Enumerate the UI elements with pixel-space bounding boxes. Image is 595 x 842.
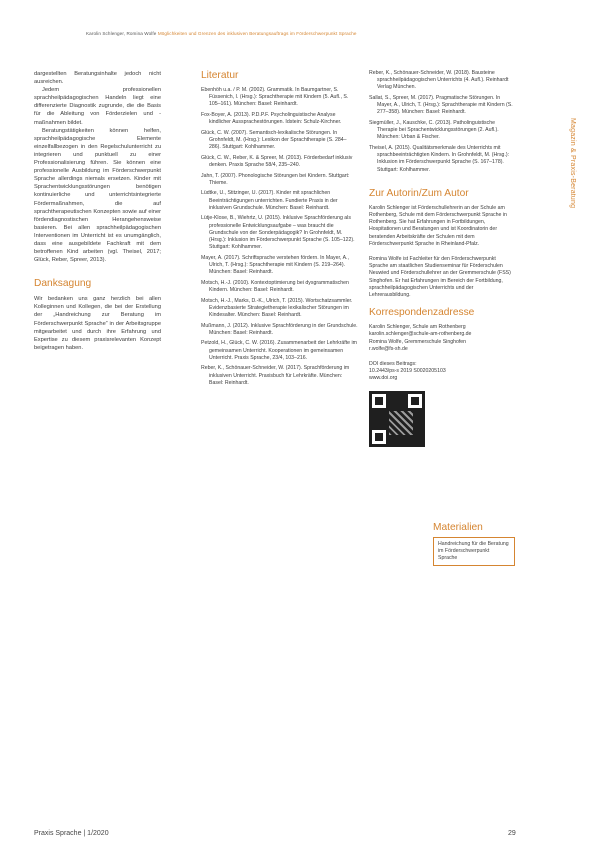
reference-item: Lütje-Klose, B., Wiehrtz, U. (2015). Inklusive Sprachförderung als professionelle Entwicklungsaufgabe – was braucht die Grundschule von der Sonderpädagogik? In Grohnfeldt, M. (Hrsg.): Inklusion im Förderschwerpunkt Sprache (S. 105–122). Stuttgart: Kohlhammer. bbox=[201, 215, 355, 251]
contact-line: Karolin Schlenger, Schule am Rothenberg bbox=[369, 324, 466, 331]
reference-item: Motsch, H.-J., Marks, D.-K., Ulrich, T. (2015). Wortschatzsammler. Evidenzbasierte Strategietherapie lexikalischer Störungen im Kindesalter. München: Basel: Reinhardt. bbox=[201, 297, 353, 318]
materials-section bbox=[433, 522, 515, 566]
doi-label: DOI dieses Beitrags: bbox=[369, 361, 417, 368]
doi-link[interactable]: www.doi.org bbox=[369, 375, 398, 382]
thanks-text: Wir bedanken uns ganz herzlich bei allen Kolleginnen und Kollegen, die bei der Erstellung der „Handreichung zur Beratung im Förderschwerpunkt Sprache“ in der Arbeitsgruppe mitgearbeitet und durch ihre Erfahrung und Expertise zu diesem praxisrelevanten Konzept beigetragen haben. bbox=[34, 296, 161, 351]
reference-item: Mußmann, J. (2012). Inklusive Sprachförderung in der Grundschule. München: Basel: Reinhardt. bbox=[201, 322, 358, 336]
reference-item: Sallat, S., Spreer, M. (2017). Pragmatische Störungen. In Mayer, A., Ulrich, T. (Hrsg.): Sprachtherapie mit Kindern (S. 277–358). München: Basel: Reinhardt. bbox=[369, 95, 513, 116]
reference-item: Lüdtke, U., Stitzinger, U. (2017). Kinder mit sprachlichen Beeinträchtigungen unterrichten. Fundierte Praxis in der inklusiven Grundschule. München: Basel: Reinhardt. bbox=[201, 190, 338, 211]
reference-item: Mayer, A. (2017). Schriftsprache verstehen fördern. In Mayer, A., Ulrich, T. (Hrsg.): Sprachtherapie mit Kindern (S. 219–264). München: Basel: Reinhardt. bbox=[201, 254, 349, 276]
page-number: 29 bbox=[508, 830, 516, 837]
reference-item: Siegmüller, J., Kauschke, C. (2013). Patholinguistische Therapie bei Sprachentwicklungsstörungen (2. Aufl.). München: Urban & Fischer. bbox=[369, 120, 499, 141]
running-header bbox=[86, 31, 526, 37]
qr-code-icon[interactable] bbox=[369, 391, 425, 447]
author-heading: Zur Autorin/Zum Autor bbox=[369, 187, 469, 199]
contact-block bbox=[369, 324, 514, 353]
side-tab-label: Magazin & Praxis-Beratung bbox=[569, 118, 576, 209]
thanks-heading: Danksagung bbox=[34, 278, 92, 290]
section-side-tab bbox=[571, 118, 581, 213]
reference-item: Petzold, H., Glück, C. W. (2016). Zusammenarbeit der Lehrkräfte im gemeinsamen Unterricht. Kooperationen im gemeinsamen Unterricht. Praxis Sprache, 23/4, 103–216. bbox=[201, 340, 357, 361]
reference-item: Fox-Boyer, A. (2013). P.D.P.F. Psycholinguistische Analyse kindlicher Aussprachestörungen. Idstein: Schulz-Kirchner. bbox=[201, 112, 342, 126]
footer-journal: Praxis Sprache | 1/2020 bbox=[34, 830, 109, 837]
materials-box[interactable]: Handreichung für die Beratung im Förderschwerpunkt Sprache bbox=[433, 537, 515, 566]
header-subtitle: Möglichkeiten und Grenzen des inklusiven Beratungsauftrags im Förderschwerpunkt Sprache bbox=[157, 31, 357, 36]
reference-item: Theisel, A. (2015). Qualitätsmerkmale des Unterrichts mit sprachbeeinträchtigten Kindern. In Grohnfeldt, M. (Hrsg.): Inklusion im Förderschwerpunkt Sprache (S. 167–178). Stuttgart: Kohlhammer. bbox=[369, 145, 510, 173]
reference-item: Reber, K., Schönauer-Schneider, W. (2018). Bausteine sprachheilpädagogischen Unterrichts (4. Aufl.). Reinhardt Verlag München. bbox=[369, 70, 509, 91]
reference-item: Jahn, T. (2007). Phonologische Störungen bei Kindern. Stuttgart: Thieme. bbox=[201, 172, 350, 186]
contact-email-link[interactable]: karolin.schlenger@schule-am-rothenberg.de bbox=[369, 331, 472, 338]
reference-item: Motsch, H.-J. (2010). Kontextoptimierung bei dysgrammatischen Kindern. München: Basel: Reinhardt. bbox=[201, 279, 349, 293]
reference-item: Glück, C. W. (2007). Semantisch-lexikalische Störungen. In Grohnfeldt, M. (Hrsg.): Lexikon der Sprachtherapie (S. 284–286). Stuttgart: Kohlhammer. bbox=[201, 129, 347, 151]
reference-item: Glück, C. W., Reber, K. & Spreer, M. (2013). Förderbedarf inklusiv denken. Praxis Sprache 58/4, 235–240. bbox=[201, 154, 353, 168]
body-paragraph-1: dargestellten Beratungsinhalte jedoch nicht ausreichen. bbox=[34, 71, 161, 86]
column-3 bbox=[369, 70, 514, 447]
contact-line: Romina Wolfe, Gremmerschule Singhofen bbox=[369, 338, 467, 345]
materials-heading: Materialien bbox=[433, 522, 483, 533]
reference-item: Reber, K., Schönauer-Schneider, W. (2017). Sprachförderung im inklusiven Unterricht. Praxisbuch für Lehrkräfte. München: Basel: Reinhardt. bbox=[201, 365, 350, 386]
column-2 bbox=[201, 70, 358, 390]
doi-block bbox=[369, 361, 514, 383]
literature-heading: Literatur bbox=[201, 70, 239, 81]
body-paragraph-3: Beratungstätigkeiten können helfen, sprachheilpädagogische Elemente einzelfallbezogen in den Regelschulunterricht zu integrieren und punktuell zu einer Professionalisierung führen. Sie können eine professionelle Ausbildung im Förderschwerpunkt Sprache allerdings niemals ersetzen. Kinder mit Sprachentwicklungsstörungen benötigen kontinuierliche und unterrichtsintegrierte Fördermaßnahmen, die auf sprachtherapeutischen Konzepten sowie auf einer fördendiagnostischen Herangehensweise basieren. Bei allen sprachheilpädagogischen Interventionen im Unterricht ist es unumgänglich, dass eine ausgebildete Fachkraft mit dem betroffenen Kind arbeiten (vgl. Theisel, 2017; Glück, Reber, Spreer, 2013). bbox=[34, 127, 161, 264]
contact-heading: Korrespondenzadresse bbox=[369, 307, 475, 319]
doi-value: 10.2443/ps-s 2019 S0020205103 bbox=[369, 368, 446, 375]
author-bio-2: Romina Wolfe ist Fachleiter für den Förderschwerpunkt Sprache am staatlichen Studienseminar für Förderschulen Neuwied und Förderschullehrer an der Gremmerschule (FSS) Singhofen. Er hat Erfahrungen im Bereich der Fortbildung, sprachheilpädagogischen Unterrichts und der Lehrerausbildung. bbox=[369, 256, 511, 299]
column-1 bbox=[34, 70, 161, 352]
header-authors: Karolin Schlenger, Romina Wolfe bbox=[86, 31, 157, 36]
contact-email-link[interactable]: r.wolfe@fs-sh.de bbox=[369, 345, 408, 352]
author-bio-1: Karolin Schlenger ist Förderschullehrerin an der Schule am Rothenberg, Schule mit dem Förderschwerpunkt Sprache in Rothenberg. Sie hat Erfahrungen in Fortbildungen, Hospitationen und Beratungen und ist Koordinatorin der beratenden Arbeitskräfte der Schulen mit dem Förderschwerpunkt Sprache in Rheinland-Pfalz. bbox=[369, 204, 507, 247]
reference-item: Ebenhöh u.a. / P. M. (2002). Grammatik. In Baumgartner, S. Füssenich, I. (Hrsg.): Sprachtherapie mit Kindern (5. Aufl., S. 105–161). München: Basel: Reinhardt. bbox=[201, 87, 349, 108]
body-paragraph-2: Jedem professionellen sprachheilpädagogischen Handeln liegt eine differenzierte Diagnostik zugrunde, die die Basis für die Ableitung von Förderzielen und -maßnahmen bildet. bbox=[34, 87, 161, 126]
